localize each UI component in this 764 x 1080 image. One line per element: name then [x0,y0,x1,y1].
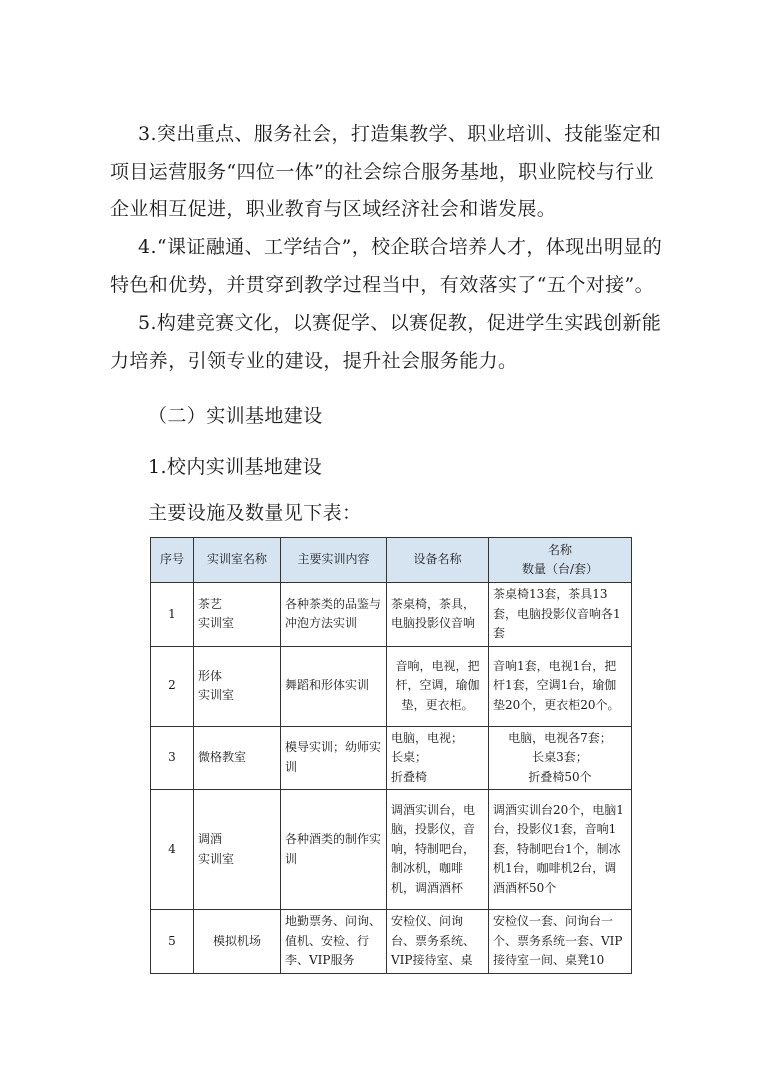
cell-room: 调酒 实训室 [194,790,281,910]
cell-no: 3 [151,726,194,790]
cell-content: 各种茶类的品鉴与冲泡方法实训 [281,583,387,647]
cell-content: 各种酒类的制作实训 [281,790,387,910]
cell-quantity: 安检仪一套、问询台一个、票务系统一套、VIP接待室一间、桌凳10 [489,910,632,974]
cell-equipment: 调酒实训台，电脑，投影仪，音响，特制吧台，制冰机，咖啡机，调酒酒杯 [387,790,489,910]
table-intro: 主要设施及数量见下表： [148,502,362,524]
header-room: 实训室名称 [194,538,281,583]
table-row [151,790,632,910]
section-title: （二）实训基地建设 [148,405,323,427]
paragraph-5: 5.构建竞赛文化，以赛促学、以赛促教，促进学生实践创新能力培养，引领专业的建设，提升社会服务能力。 [110,312,662,372]
header-no: 序号 [151,538,194,583]
cell-no: 5 [151,910,194,974]
cell-room: 茶艺 实训室 [194,583,281,647]
cell-quantity: 调酒实训台20个，电脑1台，投影仪1套，音响1套，特制吧台1个，制冰机1台，咖啡机2台，调酒酒杯50个 [489,790,632,910]
facilities-table [150,537,632,974]
header-equipment: 设备名称 [387,538,489,583]
table-row [151,726,632,790]
cell-equipment: 安检仪、问询台、票务系统、VIP接待室、桌 [387,910,489,974]
cell-quantity: 音响1套，电视1台，把杆1套，空调1台，瑜伽垫20个，更衣柜20个。 [489,646,632,726]
header-quantity: 名称 数量（台/套） [489,538,632,583]
table-row [151,646,632,726]
cell-equipment: 音响，电视，把杆，空调，瑜伽垫，更衣柜。 [387,646,489,726]
cell-room: 形体 实训室 [194,646,281,726]
table-row [151,583,632,647]
cell-content: 模导实训；幼师实训 [281,726,387,790]
cell-quantity: 电脑，电视各7套； 长桌3套； 折叠椅50个 [489,726,632,790]
cell-quantity: 茶桌椅13套，茶具13套，电脑投影仪音响各1套 [489,583,632,647]
cell-content: 舞蹈和形体实训 [281,646,387,726]
cell-room: 微格教室 [194,726,281,790]
table-header-row [151,538,632,583]
table-row [151,910,632,974]
cell-equipment: 电脑，电视； 长桌； 折叠椅 [387,726,489,790]
paragraph-4: 4.“课证融通、工学结合”，校企联合培养人才，体现出明显的特色和优势，并贯穿到教学过程当中，有效落实了“五个对接”。 [110,236,663,296]
subsection-title: 1.校内实训基地建设 [148,456,323,478]
cell-equipment: 茶桌椅，茶具，电脑投影仪音响 [387,583,489,647]
cell-no: 4 [151,790,194,910]
cell-room: 模拟机场 [194,910,281,974]
header-content: 主要实训内容 [281,538,387,583]
cell-no: 2 [151,646,194,726]
cell-no: 1 [151,583,194,647]
cell-content: 地勤票务、问询、值机、安检、行李、VIP服务 [281,910,387,974]
paragraph-3: 3.突出重点、服务社会，打造集教学、职业培训、技能鉴定和项目运营服务“四位一体”的社会综合服务基地，职业院校与行业企业相互促进，职业教育与区域经济社会和谐发展。 [110,123,662,220]
